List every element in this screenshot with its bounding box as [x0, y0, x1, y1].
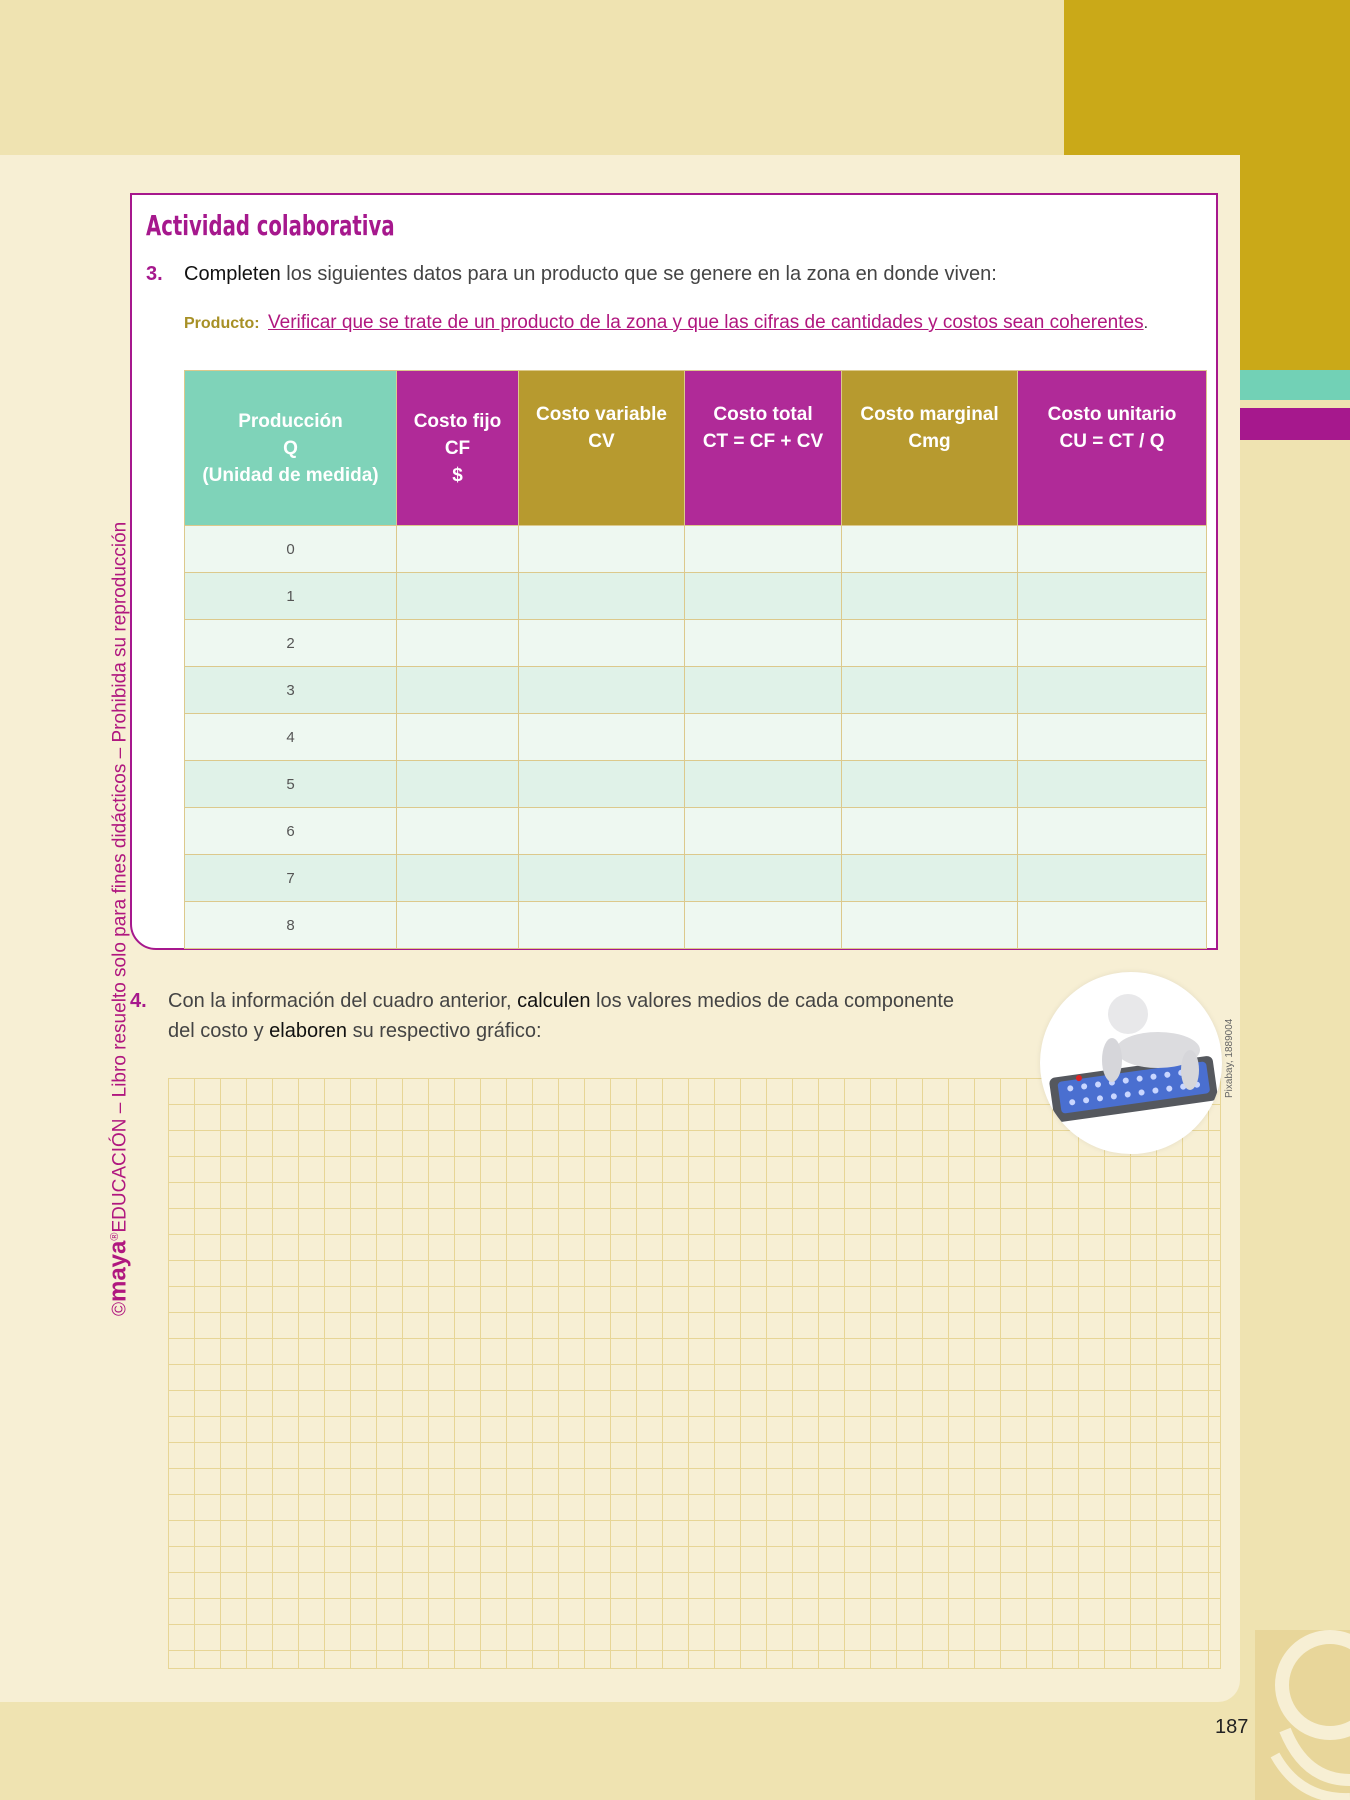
answer-cell[interactable] [842, 667, 1018, 714]
cost-table [184, 370, 1207, 949]
answer-cell[interactable] [397, 526, 519, 573]
quantity-cell: 2 [185, 620, 397, 667]
answer-cell[interactable] [519, 714, 685, 761]
bottom-band [0, 1702, 1350, 1800]
brand-name: maya [104, 1240, 132, 1302]
answer-cell[interactable] [1018, 808, 1207, 855]
table-row [185, 667, 1207, 714]
answer-cell[interactable] [685, 526, 842, 573]
answer-cell[interactable] [397, 714, 519, 761]
answer-cell[interactable] [842, 714, 1018, 761]
answer-cell[interactable] [1018, 714, 1207, 761]
header-costo-variable: Costo variable CV [519, 371, 685, 526]
product-label: Producto: [184, 315, 260, 332]
right-margin-strip [1240, 370, 1350, 1700]
table-row [185, 620, 1207, 667]
answer-cell[interactable] [519, 855, 685, 902]
calculator-figure-photo [1040, 972, 1222, 1154]
answer-cell[interactable] [1018, 855, 1207, 902]
answer-cell[interactable] [685, 902, 842, 949]
instruction-verb: elaboren [269, 1020, 348, 1042]
product-answer: Verificar que se trate de un producto de la zona y que las cifras de cantidades y costos sean coherentes [268, 312, 1144, 333]
answer-cell[interactable] [685, 573, 842, 620]
answer-cell[interactable] [397, 667, 519, 714]
answer-cell[interactable] [519, 902, 685, 949]
answer-cell[interactable] [1018, 902, 1207, 949]
quantity-cell: 3 [185, 667, 397, 714]
table-header-row [185, 371, 1207, 526]
answer-cell[interactable] [1018, 667, 1207, 714]
answer-cell[interactable] [842, 902, 1018, 949]
question-3: 3. Completen los siguientes datos para un producto que se genere en la zona en donde viven: [146, 263, 997, 285]
header-costo-marginal: Costo marginal Cmg [842, 371, 1018, 526]
answer-cell[interactable] [685, 714, 842, 761]
answer-cell[interactable] [519, 620, 685, 667]
answer-cell[interactable] [397, 808, 519, 855]
answer-cell[interactable] [685, 761, 842, 808]
quantity-cell: 1 [185, 573, 397, 620]
magenta-tab-marker [1240, 408, 1350, 440]
table-row [185, 855, 1207, 902]
answer-cell[interactable] [397, 761, 519, 808]
answer-cell[interactable] [1018, 573, 1207, 620]
answer-cell[interactable] [842, 808, 1018, 855]
answer-cell[interactable] [397, 573, 519, 620]
question-4: 4. Con la información del cuadro anterior, calculen los valores medios de cada componente del costo y elaboren su respectivo gráfico: [130, 986, 1030, 1046]
answer-cell[interactable] [519, 667, 685, 714]
answer-cell[interactable] [519, 808, 685, 855]
answer-cell[interactable] [397, 855, 519, 902]
answer-cell[interactable] [685, 808, 842, 855]
page-number: 187 [1215, 1716, 1249, 1738]
quantity-cell: 8 [185, 902, 397, 949]
answer-cell[interactable] [1018, 526, 1207, 573]
answer-cell[interactable] [519, 761, 685, 808]
teal-tab-marker [1240, 370, 1350, 400]
header-costo-fijo: Costo fijo CF $ [397, 371, 519, 526]
collaborative-activity-box [130, 193, 1218, 950]
table-row [185, 808, 1207, 855]
header-produccion: Producción Q (Unidad de medida) [185, 371, 397, 526]
answer-cell[interactable] [519, 573, 685, 620]
product-line: Producto: Verificar que se trate de un producto de la zona y que las cifras de cantidades y costos sean coherentes. [184, 312, 1149, 333]
answer-cell[interactable] [842, 573, 1018, 620]
header-costo-total: Costo total CT = CF + CV [685, 371, 842, 526]
quantity-cell: 7 [185, 855, 397, 902]
answer-cell[interactable] [519, 526, 685, 573]
top-band [0, 0, 1064, 155]
answer-cell[interactable] [397, 620, 519, 667]
question-number: 4. [130, 990, 147, 1012]
table-row [185, 526, 1207, 573]
quantity-cell: 5 [185, 761, 397, 808]
answer-cell[interactable] [685, 855, 842, 902]
answer-cell[interactable] [685, 667, 842, 714]
table-row [185, 714, 1207, 761]
answer-cell[interactable] [1018, 761, 1207, 808]
quantity-cell: 6 [185, 808, 397, 855]
activity-title: Actividad colaborativa [146, 209, 395, 242]
table-row [185, 902, 1207, 949]
instruction-verb: Completen [184, 263, 281, 285]
answer-cell[interactable] [842, 855, 1018, 902]
question-number: 3. [146, 263, 163, 285]
instruction-verb: calculen [517, 990, 591, 1012]
answer-cell[interactable] [842, 761, 1018, 808]
answer-cell[interactable] [685, 620, 842, 667]
header-costo-unitario: Costo unitario CU = CT / Q [1018, 371, 1207, 526]
photo-credit: Pixabay, 1889004 [1224, 1018, 1235, 1098]
lightbulb-decoration-icon [1255, 1630, 1350, 1800]
table-row [185, 761, 1207, 808]
answer-cell[interactable] [842, 526, 1018, 573]
answer-cell[interactable] [1018, 620, 1207, 667]
graph-paper-grid[interactable] [168, 1078, 1221, 1669]
answer-cell[interactable] [397, 902, 519, 949]
copyright-side-text: ©maya®EDUCACIÓN – Libro resuelto solo para fines didácticos – Prohibida su reproducción [104, 521, 132, 1316]
quantity-cell: 4 [185, 714, 397, 761]
answer-cell[interactable] [842, 620, 1018, 667]
table-row [185, 573, 1207, 620]
quantity-cell: 0 [185, 526, 397, 573]
